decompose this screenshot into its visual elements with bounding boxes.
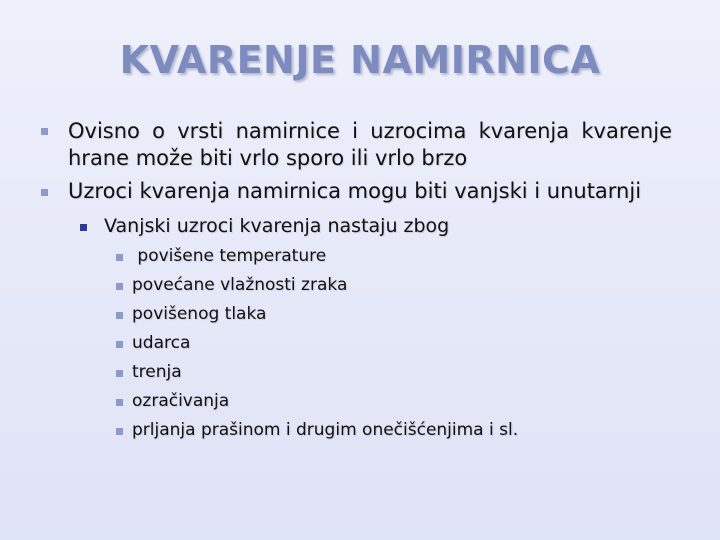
- sub-sub-bullet-marker: [116, 399, 123, 406]
- sub-sub-bullet-text-6: ozračivanja: [132, 391, 230, 411]
- sub-sub-bullet-marker: [116, 312, 123, 319]
- sub-sub-bullet-marker: [116, 428, 123, 435]
- sub-sub-bullet-marker: [116, 283, 123, 290]
- sub-sub-bullet-text-7: prljanja prašinom i drugim onečišćenjima i sl.: [132, 420, 519, 440]
- sub-sub-bullet-text-3: povišenog tlaka: [132, 304, 267, 324]
- bullet-text-1: Ovisno o vrsti namirnice i uzrocima kvarenja kvarenje hrane može biti vrlo sporo ili vrlo brzo: [68, 119, 672, 170]
- bullet-text-2: Uzroci kvarenja namirnica mogu biti vanjski i unutarnji: [68, 179, 642, 203]
- sub-sub-bullet-marker: [116, 254, 123, 261]
- sub-bullet-marker: [80, 224, 87, 231]
- sub-sub-bullet-marker: [116, 370, 123, 377]
- sub-sub-bullet-text-4: udarca: [132, 333, 191, 353]
- bullet-marker: [41, 128, 48, 135]
- sub-sub-bullet-marker: [116, 341, 123, 348]
- slide-title: KVARENJE NAMIRNICA: [119, 38, 601, 82]
- bullet-marker: [41, 189, 48, 196]
- sub-bullet-text: Vanjski uzroci kvarenja nastaju zbog: [104, 215, 450, 237]
- sub-sub-bullet-text-1: povišene temperature: [132, 246, 327, 266]
- sub-sub-bullet-text-5: trenja: [132, 362, 182, 382]
- sub-sub-bullet-text-2: povećane vlažnosti zraka: [132, 275, 348, 295]
